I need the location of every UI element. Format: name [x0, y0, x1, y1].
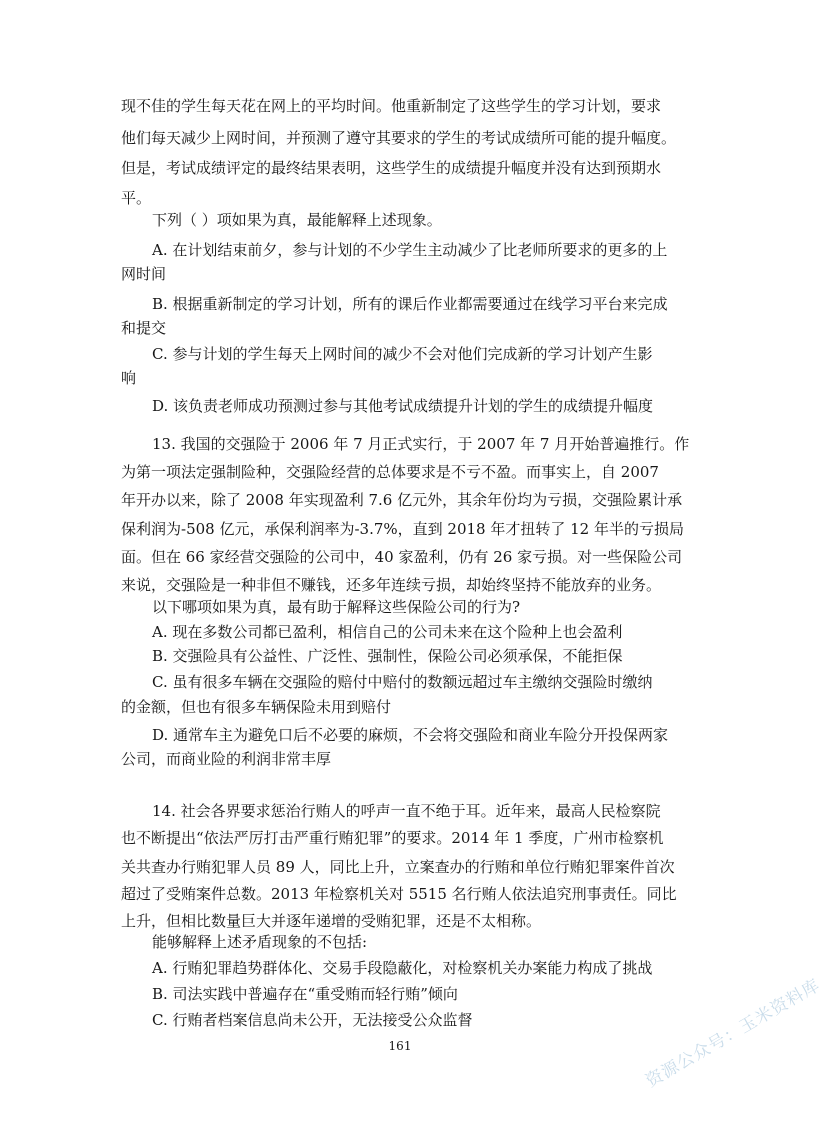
q14-option-c: C. 行贿者档案信息尚未公开，无法接受公众监督	[152, 1011, 473, 1029]
q14-line-2: 也不断提出“依法严厉打击严重行贿犯罪”的要求。2014 年 1 季度，广州市检察机	[121, 829, 664, 847]
q13-line-5: 面。但在 66 家经营交强险的公司中，40 家盈利，仍有 26 家亏损。对一些保险公司	[121, 548, 683, 566]
intro-option-d: D. 该负责老师成功预测过参与其他考试成绩提升计划的学生的成绩提升幅度	[152, 397, 654, 415]
watermark: 资源公众号：玉米资料库	[642, 975, 824, 1092]
q13-line-1: 13. 我国的交强险于 2006 年 7 月正式实行，于 2007 年 7 月开始普遍推行。作	[152, 435, 690, 453]
intro-option-a-line-1: A. 在计划结束前夕，参与计划的不少学生主动减少了比老师所要求的更多的上	[152, 241, 668, 259]
intro-line-1: 现不佳的学生每天花在网上的平均时间。他重新制定了这些学生的学习计划，要求	[121, 97, 662, 115]
q14-option-b: B. 司法实践中普遍存在“重受贿而轻行贿”倾向	[152, 985, 458, 1003]
intro-option-b-line-2: 和提交	[121, 319, 167, 337]
intro-option-c-line-2: 响	[121, 369, 137, 387]
q14-option-a: A. 行贿犯罪趋势群体化、交易手段隐蔽化，对检察机关办案能力构成了挑战	[152, 959, 653, 977]
q13-line-6: 来说，交强险是一种非但不赚钱，还多年连续亏损，却始终坚持不能放弃的业务。	[121, 576, 662, 594]
q13-option-b: B. 交强险具有公益性、广泛性、强制性，保险公司必须承保，不能拒保	[152, 647, 623, 665]
q14-line-1: 14. 社会各界要求惩治行贿人的呼声一直不绝于耳。近年来，最高人民检察院	[152, 802, 661, 820]
q13-option-d-line-2: 公司，而商业险的利润非常丰厚	[121, 750, 332, 768]
intro-option-a-line-2: 网时间	[121, 265, 167, 283]
q14-line-4: 超过了受贿案件总数。2013 年检察机关对 5515 名行贿人依法追究刑事责任。同比	[121, 885, 677, 903]
q14-line-3: 关共查办行贿犯罪人员 89 人，同比上升，立案查办的行贿和单位行贿犯罪案件首次	[121, 858, 675, 876]
q13-option-d-line-1: D. 通常车主为避免口后不必要的麻烦，不会将交强险和商业车险分开投保两家	[152, 726, 669, 744]
q13-line-4: 保利润为-508 亿元，承保利润率为-3.7%，直到 2018 年才扭转了 12 年半的亏损局	[121, 520, 684, 538]
q14-line-5: 上升，但相比数量巨大并逐年递增的受贿犯罪，还是不太相称。	[121, 912, 542, 930]
q14-prompt: 能够解释上述矛盾现象的不包括:	[152, 933, 368, 951]
q13-option-c-line-1: C. 虽有很多车辆在交强险的赔付中赔付的数额远超过车主缴纳交强险时缴纳	[152, 673, 653, 691]
intro-option-c-line-1: C. 参与计划的学生每天上网时间的减少不会对他们完成新的学习计划产生影	[152, 345, 653, 363]
page-number: 161	[388, 1039, 412, 1053]
intro-prompt: 下列（ ）项如果为真，最能解释上述现象。	[152, 211, 442, 229]
q13-prompt: 以下哪项如果为真，最有助于解释这些保险公司的行为?	[152, 598, 521, 616]
q13-line-3: 年开办以来，除了 2008 年实现盈利 7.6 亿元外，其余年份均为亏损，交强险累计承	[121, 491, 683, 509]
intro-line-2: 他们每天减少上网时间，并预测了遵守其要求的学生的考试成绩所可能的提升幅度。	[121, 129, 677, 147]
q13-option-a: A. 现在多数公司都已盈利，相信自己的公司未来在这个险种上也会盈利	[152, 623, 623, 641]
intro-option-b-line-1: B. 根据重新制定的学习计划，所有的课后作业都需要通过在线学习平台来完成	[152, 295, 668, 313]
q13-option-c-line-2: 的金额，但也有很多车辆保险未用到赔付	[121, 698, 392, 716]
intro-line-4: 平。	[121, 189, 152, 207]
q13-line-2: 为第一项法定强制险种，交强险经营的总体要求是不亏不盈。而事实上，自 2007	[121, 463, 659, 481]
intro-line-3: 但是，考试成绩评定的最终结果表明，这些学生的成绩提升幅度并没有达到预期水	[121, 159, 662, 177]
